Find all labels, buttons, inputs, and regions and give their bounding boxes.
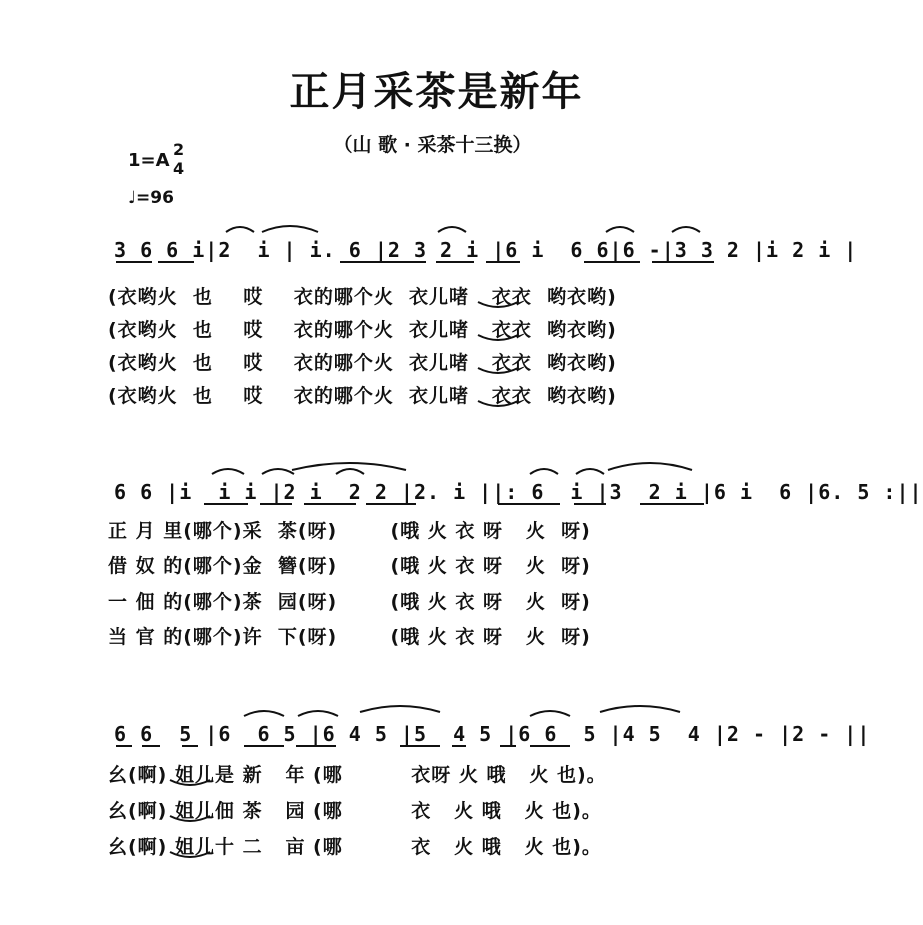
lyric-line-1-1: (衣哟火 也 哎 衣的哪个火 衣儿啫 衣衣 哟衣哟)	[108, 286, 617, 308]
slur	[608, 463, 692, 470]
tempo-marking: ♩=96	[128, 188, 174, 208]
lyric-line-3-3: 幺(啊) 姐儿十 二 亩 (哪 衣 火 哦 火 也)。	[108, 836, 602, 858]
slur	[336, 469, 364, 474]
slur	[672, 227, 700, 232]
slur	[262, 469, 294, 474]
lyric-line-3-2: 幺(啊) 姐儿佃 茶 园 (哪 衣 火 哦 火 也)。	[108, 800, 602, 822]
slur	[244, 711, 284, 716]
time-signature	[173, 140, 184, 178]
lyric-line-2-3: 一 佃 的(哪个)茶 园(呀) (哦 火 衣 呀 火 呀)	[108, 591, 591, 613]
lyric-line-1-3: (衣哟火 也 哎 衣的哪个火 衣儿啫 衣衣 哟衣哟)	[108, 352, 617, 374]
time-signature-top: 2	[173, 140, 185, 159]
slur	[530, 711, 570, 716]
notation-line-1: 3 6 6 i|2 i | i. 6 |2 3 2 i |6 i 6 6|6 -|3 3 2 |i 2 i |	[114, 238, 858, 262]
notation-line-3: 6 6 5 |6 6 5 |6 4 5 |5 4 5 |6 6 5 |4 5 4 |2 - |2 - ||	[114, 722, 871, 746]
slur	[606, 227, 634, 232]
slur	[600, 706, 680, 712]
slur	[212, 469, 244, 474]
slur	[438, 227, 466, 232]
lyric-line-2-4: 当 官 的(哪个)许 下(呀) (哦 火 衣 呀 火 呀)	[108, 626, 591, 648]
song-subtitle: （山 歌 · 采茶十三换）	[333, 134, 532, 156]
key-signature: 1=A	[128, 150, 170, 171]
slur	[360, 706, 440, 712]
slur	[298, 711, 338, 716]
lyric-line-2-2: 借 奴 的(哪个)金 簪(呀) (哦 火 衣 呀 火 呀)	[108, 555, 591, 577]
song-title: 正月采茶是新年	[289, 69, 584, 115]
lyric-line-1-4: (衣哟火 也 哎 衣的哪个火 衣儿啫 衣衣 哟衣哟)	[108, 385, 617, 407]
notation-line-2: 6 6 |i i i |2 i 2 2 |2. i ||: 6 i |3 2 i |6 i 6 |6. 5 :||	[114, 480, 923, 504]
slur	[262, 226, 318, 232]
lyric-line-2-1: 正 月 里(哪个)采 茶(呀) (哦 火 衣 呀 火 呀)	[108, 520, 591, 542]
slur	[576, 469, 604, 474]
slur	[292, 463, 406, 470]
slur	[530, 469, 558, 474]
lyric-line-3-1: 幺(啊) 姐儿是 新 年 (哪 衣呀 火 哦 火 也)。	[108, 764, 607, 786]
slur	[226, 227, 254, 232]
time-signature-bottom: 4	[173, 159, 185, 178]
lyric-line-1-2: (衣哟火 也 哎 衣的哪个火 衣儿啫 衣衣 哟衣哟)	[108, 319, 617, 341]
